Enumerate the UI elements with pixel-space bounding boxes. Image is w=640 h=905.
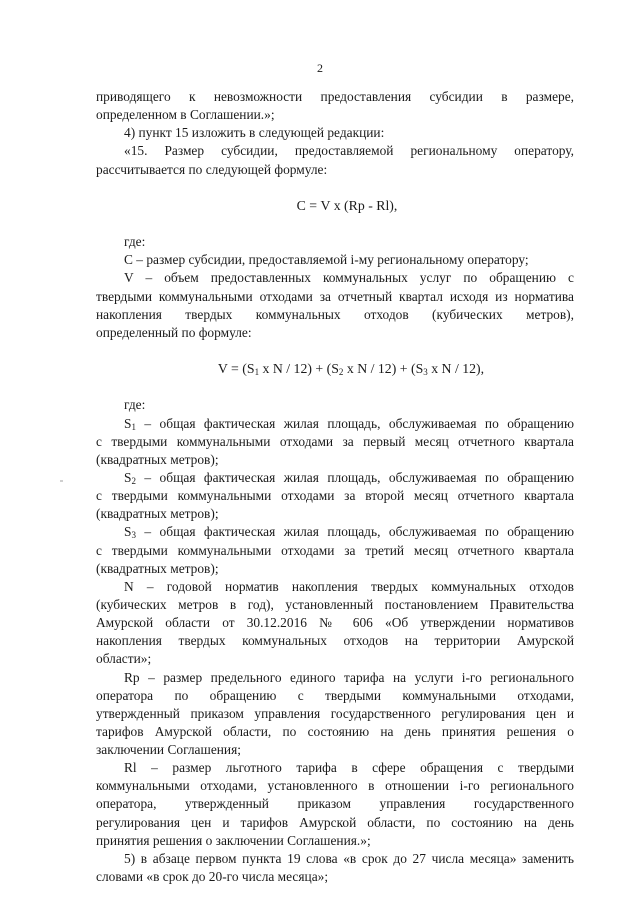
- text-line: принятия решения о заключении Соглашения.»;: [96, 832, 371, 848]
- text-line: оператора по обращению с твердыми коммунальными отходами,: [96, 687, 574, 703]
- text-line: с твердыми коммунальными отходами за третий месяц отчетного квартала: [96, 542, 574, 558]
- text-line: рассчитывается по следующей формуле:: [96, 161, 328, 177]
- text-line: твердыми коммунальными отходами за отчетный квартал исходя из норматива: [96, 288, 574, 304]
- text-line: (квадратных метров);: [96, 560, 219, 576]
- text-line: (кубических метров в год), установленный постановлением Правительства: [96, 596, 574, 612]
- text-line: Амурской области от 30.12.2016 № 606 «Об утверждении нормативов: [96, 615, 574, 631]
- text-line: $S_1$ – общая фактическая жилая площадь, обслуживаемая по обращению: [124, 415, 574, 432]
- subsidy-formula: С = V х (Rр - Rl),: [296, 197, 398, 213]
- text-line: 5) в абзаце первом пункта 19 слова «в срок до 27 числа месяца» заменить: [124, 850, 574, 866]
- text-line: V – объем предоставленных коммунальных услуг по обращению с: [124, 270, 574, 286]
- text-line: определенном в Соглашении.»;: [96, 107, 275, 123]
- volume-formula: $V = (S_1$ х $N / 12) + (S_2$ х $N / 12) + (S_3$ х N / 12),: [217, 361, 485, 378]
- text-line: С – размер субсидии, предоставляемой i-му региональному оператору;: [124, 252, 529, 268]
- variable-s2: $S_2$: [124, 469, 136, 486]
- text-line: где:: [124, 397, 146, 413]
- text-line: Rр – размер предельного единого тарифа на услуги i-го регионального: [124, 669, 574, 685]
- text-line: словами «в срок до 20-го числа месяца»;: [96, 869, 329, 885]
- text-line: коммунальными отходами, установленного в отношении i-го регионального: [96, 778, 574, 794]
- text-line: области»;: [96, 651, 152, 667]
- document-body: [96, 88, 574, 886]
- text-line: 4) пункт 15 изложить в следующей редакции:: [124, 125, 385, 141]
- text-line: тарифов Амурской области, по состоянию на день принятия решения о: [96, 723, 574, 739]
- text-line: с твердыми коммунальными отходами за первый месяц отчетного квартала: [96, 433, 574, 449]
- text-line: накопления твердых коммунальных отходов (кубических метров),: [96, 306, 574, 322]
- text-line: утвержденный приказом управления государственного регулирования цен и: [96, 705, 574, 721]
- text-line: с твердыми коммунальными отходами за второй месяц отчетного квартала: [96, 488, 574, 504]
- text-line: накопления твердых коммунальных отходов на территории Амурской: [96, 633, 574, 649]
- text-line: $S_3$ – общая фактическая жилая площадь, обслуживаемая по обращению: [124, 524, 574, 541]
- text-line: (квадратных метров);: [96, 451, 219, 467]
- text-line: регулирования цен и тарифов Амурской области, по состоянию на день: [96, 814, 574, 830]
- text-line: где:: [124, 234, 146, 250]
- variable-s3: $S_3$: [124, 524, 136, 541]
- text-line: заключении Соглашения;: [96, 742, 241, 758]
- text-line: N – годовой норматив накопления твердых коммунальных отходов: [124, 578, 574, 594]
- text-line: $S_2$ – общая фактическая жилая площадь, обслуживаемая по обращению: [124, 469, 574, 486]
- text-line: оператора, утвержденный приказом управления государственного: [96, 796, 574, 812]
- text-line: приводящего к невозможности предоставления субсидии в размере,: [96, 89, 574, 104]
- text-line: (квадратных метров);: [96, 506, 219, 522]
- page-number: 2: [317, 61, 323, 75]
- variable-s1: $S_1$: [124, 415, 136, 432]
- scan-margin-mark: [60, 480, 63, 482]
- text-line: «15. Размер субсидии, предоставляемой региональному оператору,: [124, 143, 574, 159]
- text-line: Rl – размер льготного тарифа в сфере обращения с твердыми: [124, 760, 574, 776]
- text-line: определенный по формуле:: [96, 324, 252, 340]
